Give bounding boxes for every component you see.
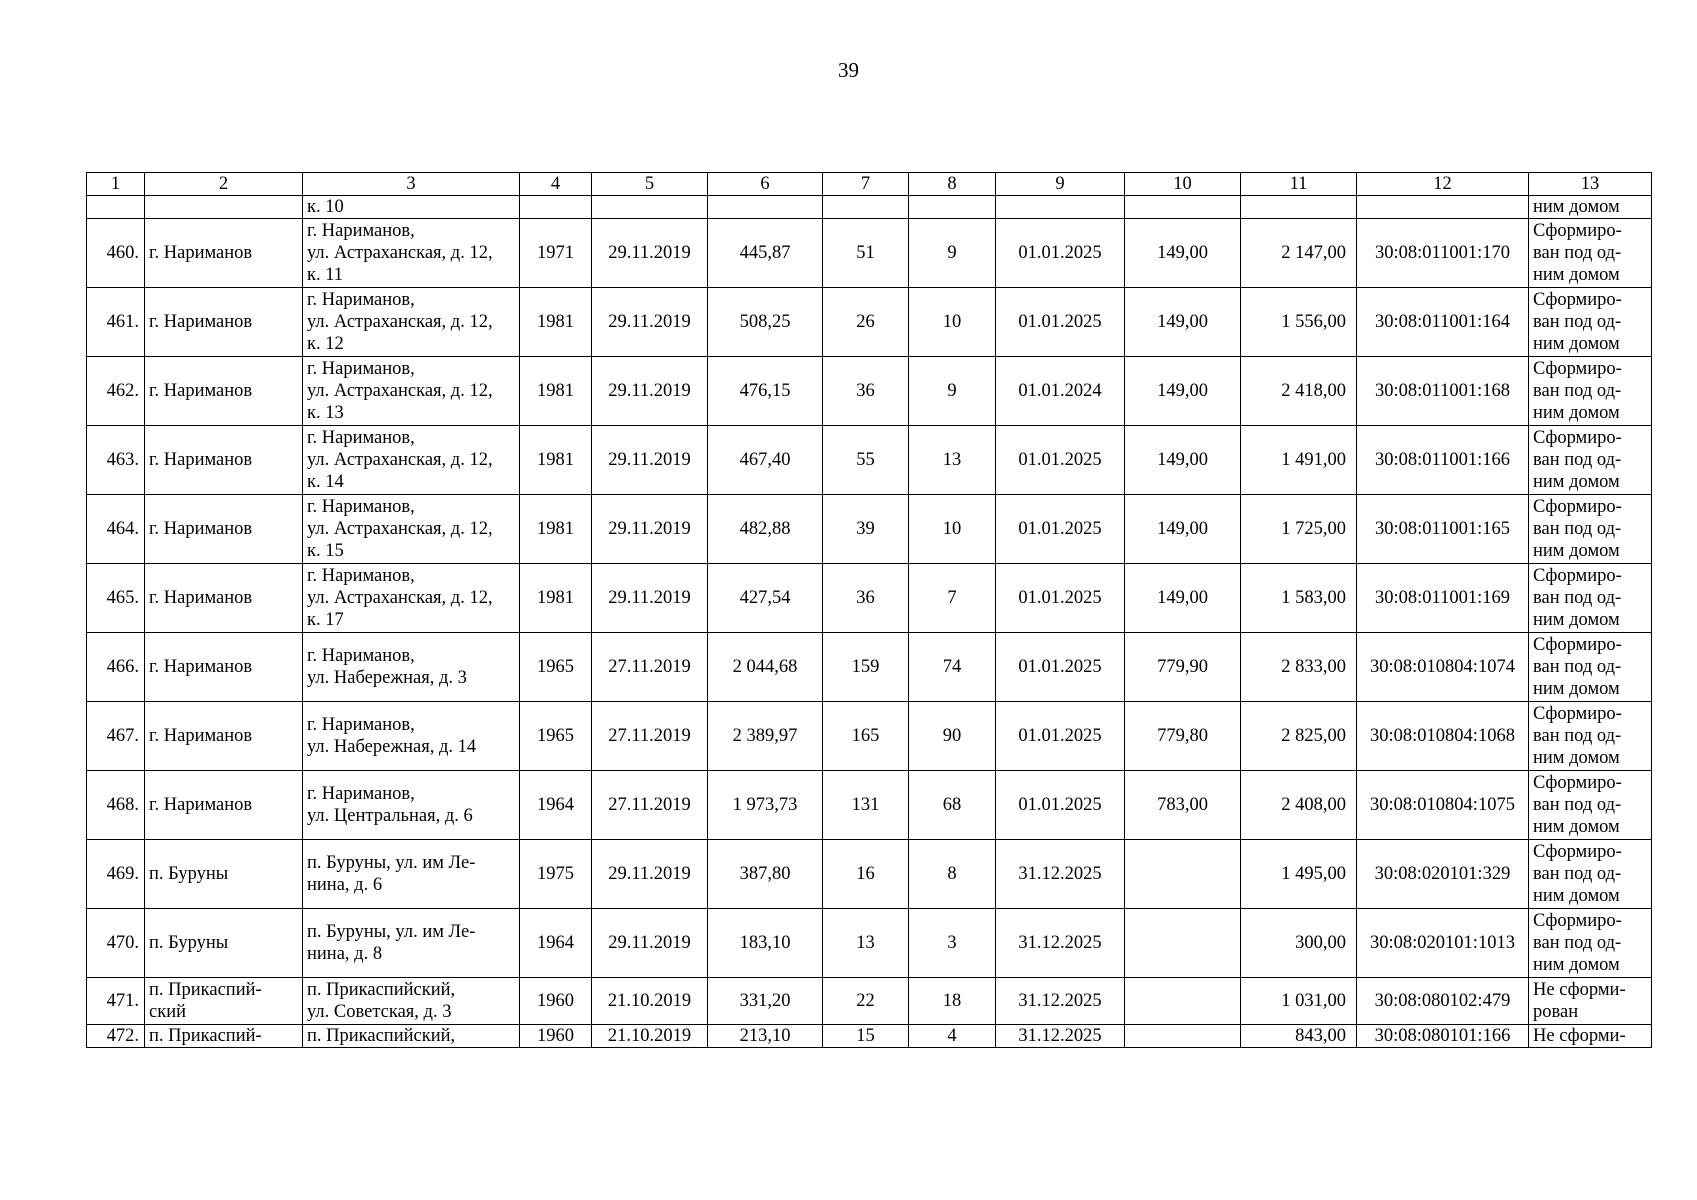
note-cell: Сформиро- ван под од- ним домом	[1529, 288, 1652, 357]
date-cell: 21.10.2019	[592, 978, 708, 1025]
address-cell: г. Нариманов, ул. Астраханская, д. 12, к. 17	[303, 564, 520, 633]
column-header: 7	[823, 173, 909, 196]
column8-cell: 7	[909, 564, 996, 633]
row-number-cell: 472.	[87, 1025, 145, 1048]
year-cell: 1964	[520, 771, 592, 840]
cadastral-number-cell: 30:08:020101:1013	[1357, 909, 1529, 978]
table-row	[87, 495, 1652, 564]
column-header: 8	[909, 173, 996, 196]
year-cell: 1964	[520, 909, 592, 978]
cadastral-number-cell: 30:08:011001:164	[1357, 288, 1529, 357]
date-cell: 29.11.2019	[592, 357, 708, 426]
cell	[1125, 196, 1241, 219]
table-row	[87, 288, 1652, 357]
column10-cell: 783,00	[1125, 771, 1241, 840]
column11-cell: 1 031,00	[1241, 978, 1357, 1025]
column9-date-cell: 01.01.2025	[996, 702, 1125, 771]
column8-cell: 9	[909, 219, 996, 288]
year-cell: 1981	[520, 288, 592, 357]
note-cell: Сформиро- ван под од- ним домом	[1529, 840, 1652, 909]
column-header: 4	[520, 173, 592, 196]
cadastral-number-cell: 30:08:011001:165	[1357, 495, 1529, 564]
column8-cell: 3	[909, 909, 996, 978]
settlement-cell: г. Нариманов	[145, 426, 303, 495]
row-number-cell: 471.	[87, 978, 145, 1025]
column7-cell: 159	[823, 633, 909, 702]
column9-date-cell: 01.01.2025	[996, 219, 1125, 288]
note-cell: Не сформи-	[1529, 1025, 1652, 1048]
row-number-cell: 462.	[87, 357, 145, 426]
column9-date-cell: 31.12.2025	[996, 1025, 1125, 1048]
column8-cell: 9	[909, 357, 996, 426]
table-row	[87, 978, 1652, 1025]
year-cell: 1965	[520, 702, 592, 771]
table-row	[87, 357, 1652, 426]
cell	[87, 196, 145, 219]
cell	[145, 196, 303, 219]
settlement-cell: г. Нариманов	[145, 771, 303, 840]
cadastral-number-cell: 30:08:011001:168	[1357, 357, 1529, 426]
note-cell: Не сформи- рован	[1529, 978, 1652, 1025]
column9-date-cell: 01.01.2025	[996, 771, 1125, 840]
note-cell: Сформиро- ван под од- ним домом	[1529, 426, 1652, 495]
area-cell: 2 044,68	[708, 633, 823, 702]
column7-cell: 16	[823, 840, 909, 909]
address-cell: п. Буруны, ул. им Ле- нина, д. 6	[303, 840, 520, 909]
column7-cell: 51	[823, 219, 909, 288]
column9-date-cell: 01.01.2025	[996, 426, 1125, 495]
cell	[996, 196, 1125, 219]
note-cell: Сформиро- ван под од- ним домом	[1529, 702, 1652, 771]
row-number-cell: 469.	[87, 840, 145, 909]
row-number-cell: 467.	[87, 702, 145, 771]
row-number-cell: 464.	[87, 495, 145, 564]
column9-date-cell: 31.12.2025	[996, 978, 1125, 1025]
year-cell: 1981	[520, 426, 592, 495]
address-cell: г. Нариманов, ул. Центральная, д. 6	[303, 771, 520, 840]
column8-cell: 8	[909, 840, 996, 909]
area-cell: 445,87	[708, 219, 823, 288]
area-cell: 331,20	[708, 978, 823, 1025]
column10-cell	[1125, 840, 1241, 909]
settlement-cell: п. Буруны	[145, 909, 303, 978]
column8-cell: 4	[909, 1025, 996, 1048]
column11-cell: 2 147,00	[1241, 219, 1357, 288]
settlement-cell: г. Нариманов	[145, 495, 303, 564]
column9-date-cell: 01.01.2025	[996, 288, 1125, 357]
settlement-cell: г. Нариманов	[145, 357, 303, 426]
area-cell: 183,10	[708, 909, 823, 978]
settlement-cell: г. Нариманов	[145, 633, 303, 702]
area-cell: 387,80	[708, 840, 823, 909]
note-cell: Сформиро- ван под од- ним домом	[1529, 909, 1652, 978]
area-cell: 213,10	[708, 1025, 823, 1048]
table-row	[87, 219, 1652, 288]
column-header: 9	[996, 173, 1125, 196]
address-cell: г. Нариманов, ул. Астраханская, д. 12, к. 14	[303, 426, 520, 495]
cell	[708, 196, 823, 219]
column10-cell: 149,00	[1125, 426, 1241, 495]
date-cell: 29.11.2019	[592, 495, 708, 564]
date-cell: 29.11.2019	[592, 288, 708, 357]
column11-cell: 1 725,00	[1241, 495, 1357, 564]
column10-cell: 779,90	[1125, 633, 1241, 702]
column-header: 10	[1125, 173, 1241, 196]
settlement-cell: г. Нариманов	[145, 288, 303, 357]
cell	[1241, 196, 1357, 219]
column10-cell	[1125, 909, 1241, 978]
column8-cell: 90	[909, 702, 996, 771]
column9-date-cell: 01.01.2024	[996, 357, 1125, 426]
date-cell: 29.11.2019	[592, 426, 708, 495]
area-cell: 427,54	[708, 564, 823, 633]
address-cell: к. 10	[303, 196, 520, 219]
column11-cell: 1 495,00	[1241, 840, 1357, 909]
year-cell: 1981	[520, 357, 592, 426]
table-row	[87, 840, 1652, 909]
column9-date-cell: 01.01.2025	[996, 633, 1125, 702]
column11-cell: 2 833,00	[1241, 633, 1357, 702]
cadastral-number-cell: 30:08:080101:166	[1357, 1025, 1529, 1048]
column11-cell: 1 491,00	[1241, 426, 1357, 495]
area-cell: 2 389,97	[708, 702, 823, 771]
column10-cell: 149,00	[1125, 564, 1241, 633]
continuation-row	[87, 196, 1652, 219]
settlement-cell: п. Буруны	[145, 840, 303, 909]
column11-cell: 2 408,00	[1241, 771, 1357, 840]
column-header: 11	[1241, 173, 1357, 196]
settlement-cell: г. Нариманов	[145, 219, 303, 288]
year-cell: 1981	[520, 564, 592, 633]
column9-date-cell: 01.01.2025	[996, 495, 1125, 564]
table-row	[87, 633, 1652, 702]
date-cell: 27.11.2019	[592, 633, 708, 702]
column7-cell: 15	[823, 1025, 909, 1048]
row-number-cell: 465.	[87, 564, 145, 633]
table-row	[87, 771, 1652, 840]
date-cell: 29.11.2019	[592, 564, 708, 633]
cadastral-number-cell: 30:08:011001:166	[1357, 426, 1529, 495]
housing-table	[86, 172, 1652, 1048]
column9-date-cell: 01.01.2025	[996, 564, 1125, 633]
column-header: 13	[1529, 173, 1652, 196]
column-header: 3	[303, 173, 520, 196]
row-number-cell: 463.	[87, 426, 145, 495]
cadastral-number-cell: 30:08:010804:1068	[1357, 702, 1529, 771]
column7-cell: 39	[823, 495, 909, 564]
year-cell: 1981	[520, 495, 592, 564]
settlement-cell: г. Нариманов	[145, 702, 303, 771]
note-cell: Сформиро- ван под од- ним домом	[1529, 564, 1652, 633]
table-row	[87, 1025, 1652, 1048]
table-row	[87, 909, 1652, 978]
area-cell: 1 973,73	[708, 771, 823, 840]
cadastral-number-cell: 30:08:010804:1075	[1357, 771, 1529, 840]
column7-cell: 36	[823, 564, 909, 633]
table-row	[87, 426, 1652, 495]
column8-cell: 74	[909, 633, 996, 702]
address-cell: г. Нариманов, ул. Астраханская, д. 12, к. 13	[303, 357, 520, 426]
column7-cell: 13	[823, 909, 909, 978]
column10-cell	[1125, 1025, 1241, 1048]
column11-cell: 843,00	[1241, 1025, 1357, 1048]
date-cell: 21.10.2019	[592, 1025, 708, 1048]
column10-cell: 779,80	[1125, 702, 1241, 771]
column10-cell: 149,00	[1125, 288, 1241, 357]
row-number-cell: 468.	[87, 771, 145, 840]
table-row	[87, 564, 1652, 633]
date-cell: 29.11.2019	[592, 219, 708, 288]
date-cell: 29.11.2019	[592, 909, 708, 978]
column7-cell: 26	[823, 288, 909, 357]
note-cell: Сформиро- ван под од- ним домом	[1529, 771, 1652, 840]
column11-cell: 2 825,00	[1241, 702, 1357, 771]
settlement-cell: п. Прикаспий-	[145, 1025, 303, 1048]
cell	[592, 196, 708, 219]
row-number-cell: 460.	[87, 219, 145, 288]
address-cell: г. Нариманов, ул. Астраханская, д. 12, к. 15	[303, 495, 520, 564]
year-cell: 1971	[520, 219, 592, 288]
note-cell: Сформиро- ван под од- ним домом	[1529, 357, 1652, 426]
column10-cell: 149,00	[1125, 219, 1241, 288]
column11-cell: 1 556,00	[1241, 288, 1357, 357]
column10-cell	[1125, 978, 1241, 1025]
column8-cell: 13	[909, 426, 996, 495]
date-cell: 29.11.2019	[592, 840, 708, 909]
address-cell: г. Нариманов, ул. Набережная, д. 3	[303, 633, 520, 702]
address-cell: г. Нариманов, ул. Набережная, д. 14	[303, 702, 520, 771]
column7-cell: 36	[823, 357, 909, 426]
area-cell: 467,40	[708, 426, 823, 495]
year-cell: 1960	[520, 978, 592, 1025]
settlement-cell: г. Нариманов	[145, 564, 303, 633]
year-cell: 1960	[520, 1025, 592, 1048]
area-cell: 476,15	[708, 357, 823, 426]
page-number: 39	[838, 58, 859, 82]
column7-cell: 131	[823, 771, 909, 840]
address-cell: п. Буруны, ул. им Ле- нина, д. 8	[303, 909, 520, 978]
cadastral-number-cell: 30:08:011001:170	[1357, 219, 1529, 288]
column7-cell: 22	[823, 978, 909, 1025]
note-cell: Сформиро- ван под од- ним домом	[1529, 219, 1652, 288]
date-cell: 27.11.2019	[592, 702, 708, 771]
column11-cell: 1 583,00	[1241, 564, 1357, 633]
column8-cell: 68	[909, 771, 996, 840]
column10-cell: 149,00	[1125, 357, 1241, 426]
column9-date-cell: 31.12.2025	[996, 909, 1125, 978]
area-cell: 482,88	[708, 495, 823, 564]
row-number-cell: 470.	[87, 909, 145, 978]
address-cell: п. Прикаспийский,	[303, 1025, 520, 1048]
cell	[909, 196, 996, 219]
column7-cell: 55	[823, 426, 909, 495]
column-number-row	[87, 173, 1652, 196]
cadastral-number-cell: 30:08:020101:329	[1357, 840, 1529, 909]
column11-cell: 300,00	[1241, 909, 1357, 978]
column7-cell: 165	[823, 702, 909, 771]
year-cell: 1965	[520, 633, 592, 702]
column10-cell: 149,00	[1125, 495, 1241, 564]
year-cell: 1975	[520, 840, 592, 909]
column-header: 6	[708, 173, 823, 196]
note-cell: ним домом	[1529, 196, 1652, 219]
column8-cell: 18	[909, 978, 996, 1025]
column-header: 5	[592, 173, 708, 196]
column-header: 1	[87, 173, 145, 196]
cell	[520, 196, 592, 219]
note-cell: Сформиро- ван под од- ним домом	[1529, 633, 1652, 702]
address-cell: г. Нариманов, ул. Астраханская, д. 12, к. 11	[303, 219, 520, 288]
column-header: 2	[145, 173, 303, 196]
column8-cell: 10	[909, 288, 996, 357]
note-cell: Сформиро- ван под од- ним домом	[1529, 495, 1652, 564]
column11-cell: 2 418,00	[1241, 357, 1357, 426]
cell	[1357, 196, 1529, 219]
cadastral-number-cell: 30:08:011001:169	[1357, 564, 1529, 633]
cadastral-number-cell: 30:08:010804:1074	[1357, 633, 1529, 702]
settlement-cell: п. Прикаспий- ский	[145, 978, 303, 1025]
address-cell: г. Нариманов, ул. Астраханская, д. 12, к. 12	[303, 288, 520, 357]
cell	[823, 196, 909, 219]
column9-date-cell: 31.12.2025	[996, 840, 1125, 909]
address-cell: п. Прикаспийский, ул. Советская, д. 3	[303, 978, 520, 1025]
area-cell: 508,25	[708, 288, 823, 357]
row-number-cell: 466.	[87, 633, 145, 702]
row-number-cell: 461.	[87, 288, 145, 357]
column8-cell: 10	[909, 495, 996, 564]
date-cell: 27.11.2019	[592, 771, 708, 840]
table-row	[87, 702, 1652, 771]
column-header: 12	[1357, 173, 1529, 196]
cadastral-number-cell: 30:08:080102:479	[1357, 978, 1529, 1025]
